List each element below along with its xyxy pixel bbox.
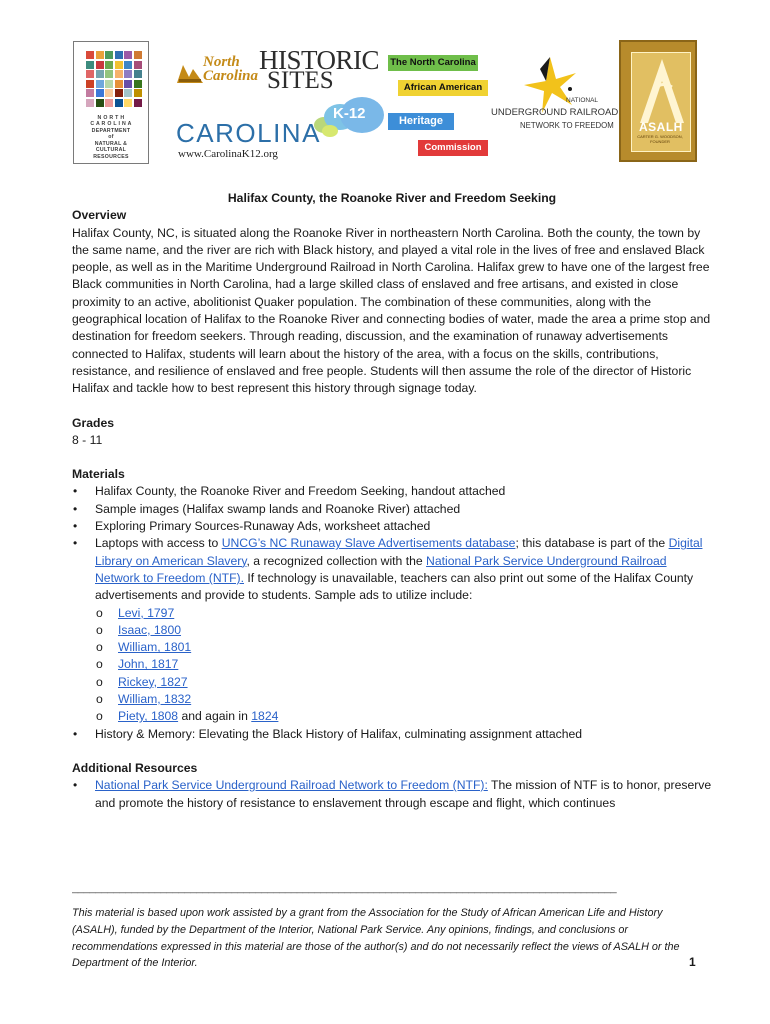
digital-library-link[interactable]: Digital Library on American Slavery [95,536,703,568]
materials-heading: Materials [72,467,125,482]
mosaic-tile [124,99,132,107]
ugrr-line3: NETWORK TO FREEDOM [520,121,614,130]
mosaic-tile [124,61,132,69]
historic-sites-nc [203,55,258,83]
page-number: 1 [689,955,696,969]
list-item [95,691,712,708]
logo-header [0,0,770,180]
mosaic-tile [134,70,142,78]
aahc-line3: Heritage [388,113,454,130]
footer-disclaimer: This material is based upon work assisted by a grant from the Association for the Study of African American Life and History (ASALH), funded by the Department of the Interior, National Park Service. Any opinions, findings, and conclusions or recommendations expressed in this material are those of the author(s) and do not necessarily reflect the views of ASALH or the Department of the Interior. [72,907,680,970]
mosaic-tile [96,70,104,78]
historic-sites-nc-line2: Carolina [203,68,259,84]
document-body [72,190,712,812]
spacer [72,398,712,415]
mosaic-tile [96,61,104,69]
sub-bullet: o [96,692,103,707]
k12-badge: K-12 [333,105,366,122]
mosaic-tile [124,80,132,88]
mosaic-tile [134,61,142,69]
footer-rule: ____________________________________________________________________________________________ [72,882,617,894]
asalh-arch-icon [632,53,692,123]
mosaic-tile [86,51,94,59]
asalh-subtitle: CARTER G. WOODSON, FOUNDER [637,134,683,144]
asalh-name: ASALH [639,120,683,134]
additional-resources-heading: Additional Resources [72,760,198,775]
ncdncr-line: of [108,134,114,141]
ad-link[interactable]: 1824 [251,709,279,724]
text-run: The mission of NTF is to honor, preserve and promote the history of resistance to enslavement through escape and flight, which continues [95,778,712,810]
mosaic-tile [134,99,142,107]
sample-ads-list [95,605,712,726]
mosaic-tile [134,89,142,97]
ad-link[interactable]: Isaac, 1800 [118,622,182,637]
ad-link[interactable]: John, 1817 [118,657,179,672]
spacer [72,449,712,466]
ncdncr-line: RESOURCES [93,154,129,161]
mosaic-tile [115,51,123,59]
ad-link[interactable]: Levi, 1797 [118,605,175,620]
runaway-ads-database-link[interactable]: UNCG’s NC Runaway Slave Advertisements database [221,536,516,551]
ad-link[interactable]: Piety, 1808 [118,709,179,724]
ncdncr-line: C A R O L I N A [90,121,132,128]
list-item [95,639,712,656]
ncdncr-wordmark [82,115,140,161]
ntf-link[interactable]: National Park Service Underground Railroad Network to Freedom (NTF). [95,553,667,585]
mosaic-tile [96,99,104,107]
list-item: • Exploring Primary Sources-Runaway Ads, worksheet attached [72,518,712,535]
ugrr-line2: UNDERGROUND RAILROAD [491,107,619,118]
mosaic-tile [134,80,142,88]
mosaic-tile [96,89,104,97]
sub-bullet: o [96,657,103,672]
mosaic-tile [105,70,113,78]
carolina-k12-url: www.CarolinaK12.org [178,148,278,160]
list-item [72,535,712,725]
mosaic-tile [105,80,113,88]
mosaic-tile [105,99,113,107]
text-run: and again in [178,709,252,724]
historic-sites-word2: SITES [267,67,334,94]
mosaic-tile [124,70,132,78]
list-item [95,674,712,691]
mosaic-tile [115,89,123,97]
ad-link[interactable]: Rickey, 1827 [118,674,188,689]
sub-bullet: o [96,640,103,655]
ncdncr-line: N O R T H [97,114,125,121]
mosaic-tile [115,99,123,107]
list-item [95,708,712,725]
list-item: • Halifax County, the Roanoke River and Freedom Seeking, handout attached [72,483,712,500]
list-item: • Sample images (Halifax swamp lands and Roanoke River) attached [72,501,712,518]
materials-list [72,483,712,742]
sub-bullet: o [96,605,103,620]
sub-bullet: o [96,674,103,689]
list-item [95,605,712,622]
additional-resources-list [72,777,712,812]
list-item [95,622,712,639]
ncdncr-line: NATURAL & [94,140,128,147]
nc-historic-sites-logo [175,45,380,94]
ncdncr-line: CULTURAL [95,147,127,154]
mosaic-tile [124,51,132,59]
mosaic-tile [105,89,113,97]
document-title: Halifax County, the Roanoke River and Freedom Seeking [227,191,557,205]
text-run: If technology is unavailable, teachers can also print out some of the Halifax County advertisements and provide to students. Sample ads to utilize include: [95,570,694,603]
carolina-k12-wordmark: CAROLINA [176,118,321,148]
ncdncr-logo [73,41,149,164]
text-run: Laptops with access to [95,536,222,551]
list-item [95,656,712,673]
aahc-line2: African American [398,80,488,96]
mosaic-tile [96,51,104,59]
list-item [72,777,712,812]
historic-sites-word1: HISTORIC [259,45,380,75]
list-item: • History & Memory: Elevating the Black History of Halifax, culminating assignment attached [72,726,712,743]
historic-sites-emblem-icon [175,57,205,85]
mosaic-tile [86,89,94,97]
mosaic-tile [115,70,123,78]
ugrr-line1: NATIONAL [566,97,599,104]
overview-heading: Overview [72,208,127,223]
mosaic-tile [105,51,113,59]
mosaic-tile [96,80,104,88]
mosaic-tile [86,70,94,78]
overview-text: Halifax County, NC, is situated along the Roanoke River in northeastern North Carolina. Both the county, the town by the same name, and the river are rich with Black history, and played a vital role in the lives of free and enslaved Black people, as well as in the Maritime Underground Railroad in North Carolina. Halifax grew to have one of the largest free Black communities in North Carolina, had a large skilled class of enslaved and free artisans, and existed in close proximity to an active, abolitionist Quaker population. The combination of these communities, along with the geographical location of Halifax to the Roanoke River and connecting bodies of water, made the area a prime stop and destination for freedom seekers. Through reading, discussion, and the examination of runaway advertisements connected to Halifax, students will learn about the history of the area, with a focus on the skills, contributions, resistance, and resilience of enslaved and free people. Students will then assume the role of the director of Historic Halifax and tackle how to best represent this history through signage today. [72,225,711,396]
grades-value: 8 - 11 [72,432,103,447]
mosaic-tile [124,89,132,97]
mosaic-tile [86,80,94,88]
sub-bullet: o [96,709,103,724]
aahc-line1: The North Carolina [388,55,478,71]
ncdncr-mosaic [86,51,140,107]
ntf-resource-link[interactable]: National Park Service Underground Railroad Network to Freedom (NTF): [95,778,488,793]
text-run: ; this database is part of the [515,536,669,551]
ncdncr-line: DEPARTMENT [91,127,131,134]
spacer [72,743,712,760]
text-run: , a recognized collection with the [246,553,427,568]
mosaic-tile [105,61,113,69]
mosaic-tile [86,61,94,69]
mosaic-tile [134,51,142,59]
grades-heading: Grades [72,415,115,430]
sub-bullet: o [96,622,103,637]
mosaic-tile [86,99,94,107]
mosaic-tile [115,61,123,69]
ad-link[interactable]: William, 1801 [118,640,192,655]
mosaic-tile [115,80,123,88]
ad-link[interactable]: William, 1832 [118,692,192,707]
historic-sites-nc-line1: North [203,54,240,70]
aahc-line4: Commission [418,140,488,156]
